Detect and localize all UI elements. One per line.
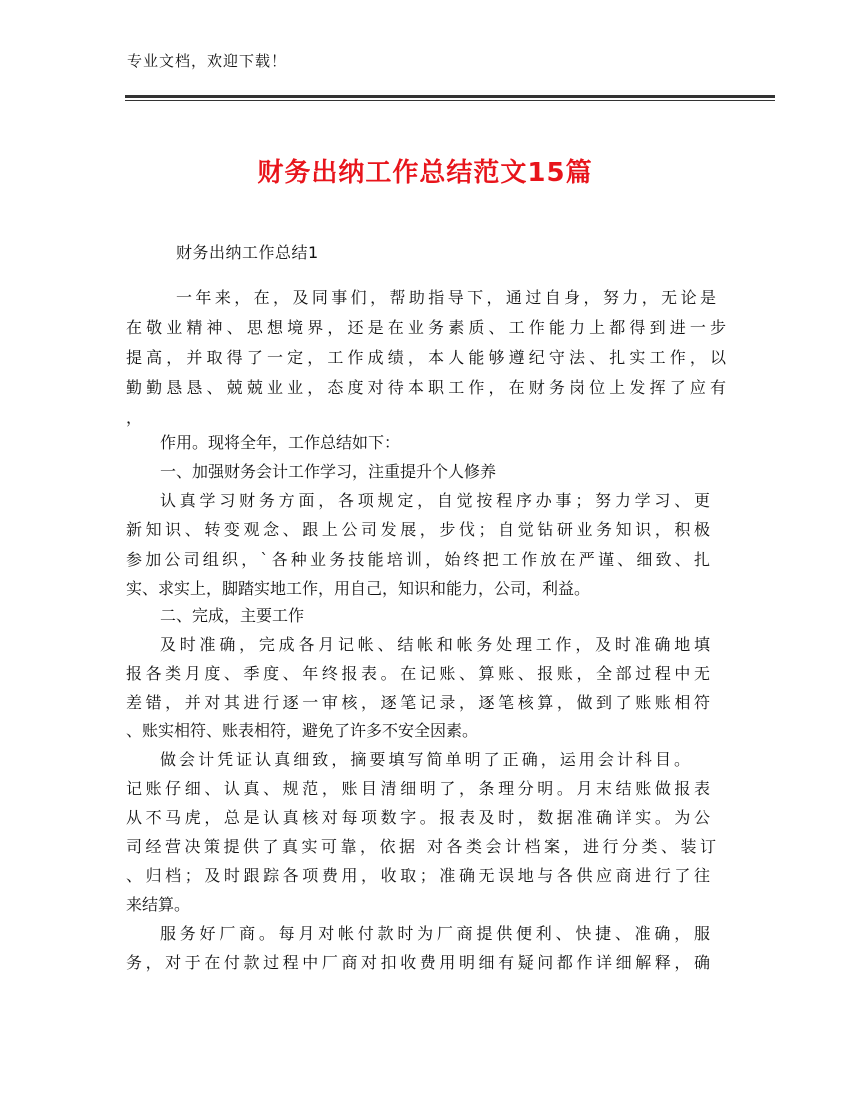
body-line: 勤勤恳恳、兢兢业业，态度对待本职工作，在财务岗位上发挥了应有 <box>126 378 726 397</box>
body-line: 实、求实上，脚踏实地工作，用自己，知识和能力，公司，利益。 <box>126 579 591 598</box>
body-line: 、账实相符、账表相符，避免了许多不安全因素。 <box>126 721 479 740</box>
body-line: 作用。现将全年，工作总结如下： <box>160 433 401 452</box>
body-line: 从不马虎，总是认真核对每项数字。报表及时，数据准确详实。为公 <box>126 808 710 827</box>
body-line: 记账仔细、认真、规范，账目清细明了，条理分明。月末结账做报表 <box>126 779 710 798</box>
body-line: 提高，并取得了一定，工作成绩，本人能够遵纪守法、扎实工作，以 <box>126 348 726 367</box>
body-line: 及时准确，完成各月记帐、结帐和帐务处理工作，及时准确地填 <box>160 635 710 654</box>
body-line: ， <box>126 408 143 427</box>
body-line: 新知识、转变观念、跟上公司发展，步伐；自觉钻研业务知识，积极 <box>126 520 710 539</box>
body-line: 做会计凭证认真细致，摘要填写简单明了正确，运用会计科目。 <box>160 750 690 769</box>
body-line: 来结算。 <box>126 895 191 914</box>
body-line: 认真学习财务方面，各项规定，自觉按程序办事；努力学习、更 <box>160 491 710 510</box>
body-line: 差错，并对其进行逐一审核，逐笔记录，逐笔核算，做到了账账相符 <box>126 693 710 712</box>
body-line: 服务好厂商。每月对帐付款时为厂商提供便利、快捷、准确，服 <box>160 924 710 943</box>
document-title: 财务出纳工作总结范文15篇 <box>257 158 593 188</box>
body-line: 一年来，在，及同事们，帮助指导下，通过自身，努力，无论是 <box>176 288 716 307</box>
body-line: 二、完成，主要工作 <box>160 606 305 625</box>
body-line: 务，对于在付款过程中厂商对扣收费用明细有疑问都作详细解释，确 <box>126 953 710 972</box>
page-header-text: 专业文档，欢迎下载！ <box>127 52 288 70</box>
body-line: 参加公司组织，`各种业务技能培训，始终把工作放在严谨、细致、扎 <box>126 550 710 569</box>
body-line: 一、加强财务会计工作学习，注重提升个人修养 <box>160 462 497 481</box>
body-line: 司经营决策提供了真实可靠，依据 对各类会计档案，进行分类、装订 <box>126 837 716 856</box>
body-line: 、归档；及时跟踪各项费用，收取；准确无误地与各供应商进行了往 <box>126 866 710 885</box>
header-rule-thin <box>125 100 775 101</box>
body-line: 报各类月度、季度、年终报表。在记账、算账、报账，全部过程中无 <box>126 664 710 683</box>
body-line: 在敬业精神、思想境界，还是在业务素质、工作能力上都得到进一步 <box>126 318 726 337</box>
header-rule-thick <box>125 95 775 98</box>
section-heading: 财务出纳工作总结1 <box>176 243 319 262</box>
